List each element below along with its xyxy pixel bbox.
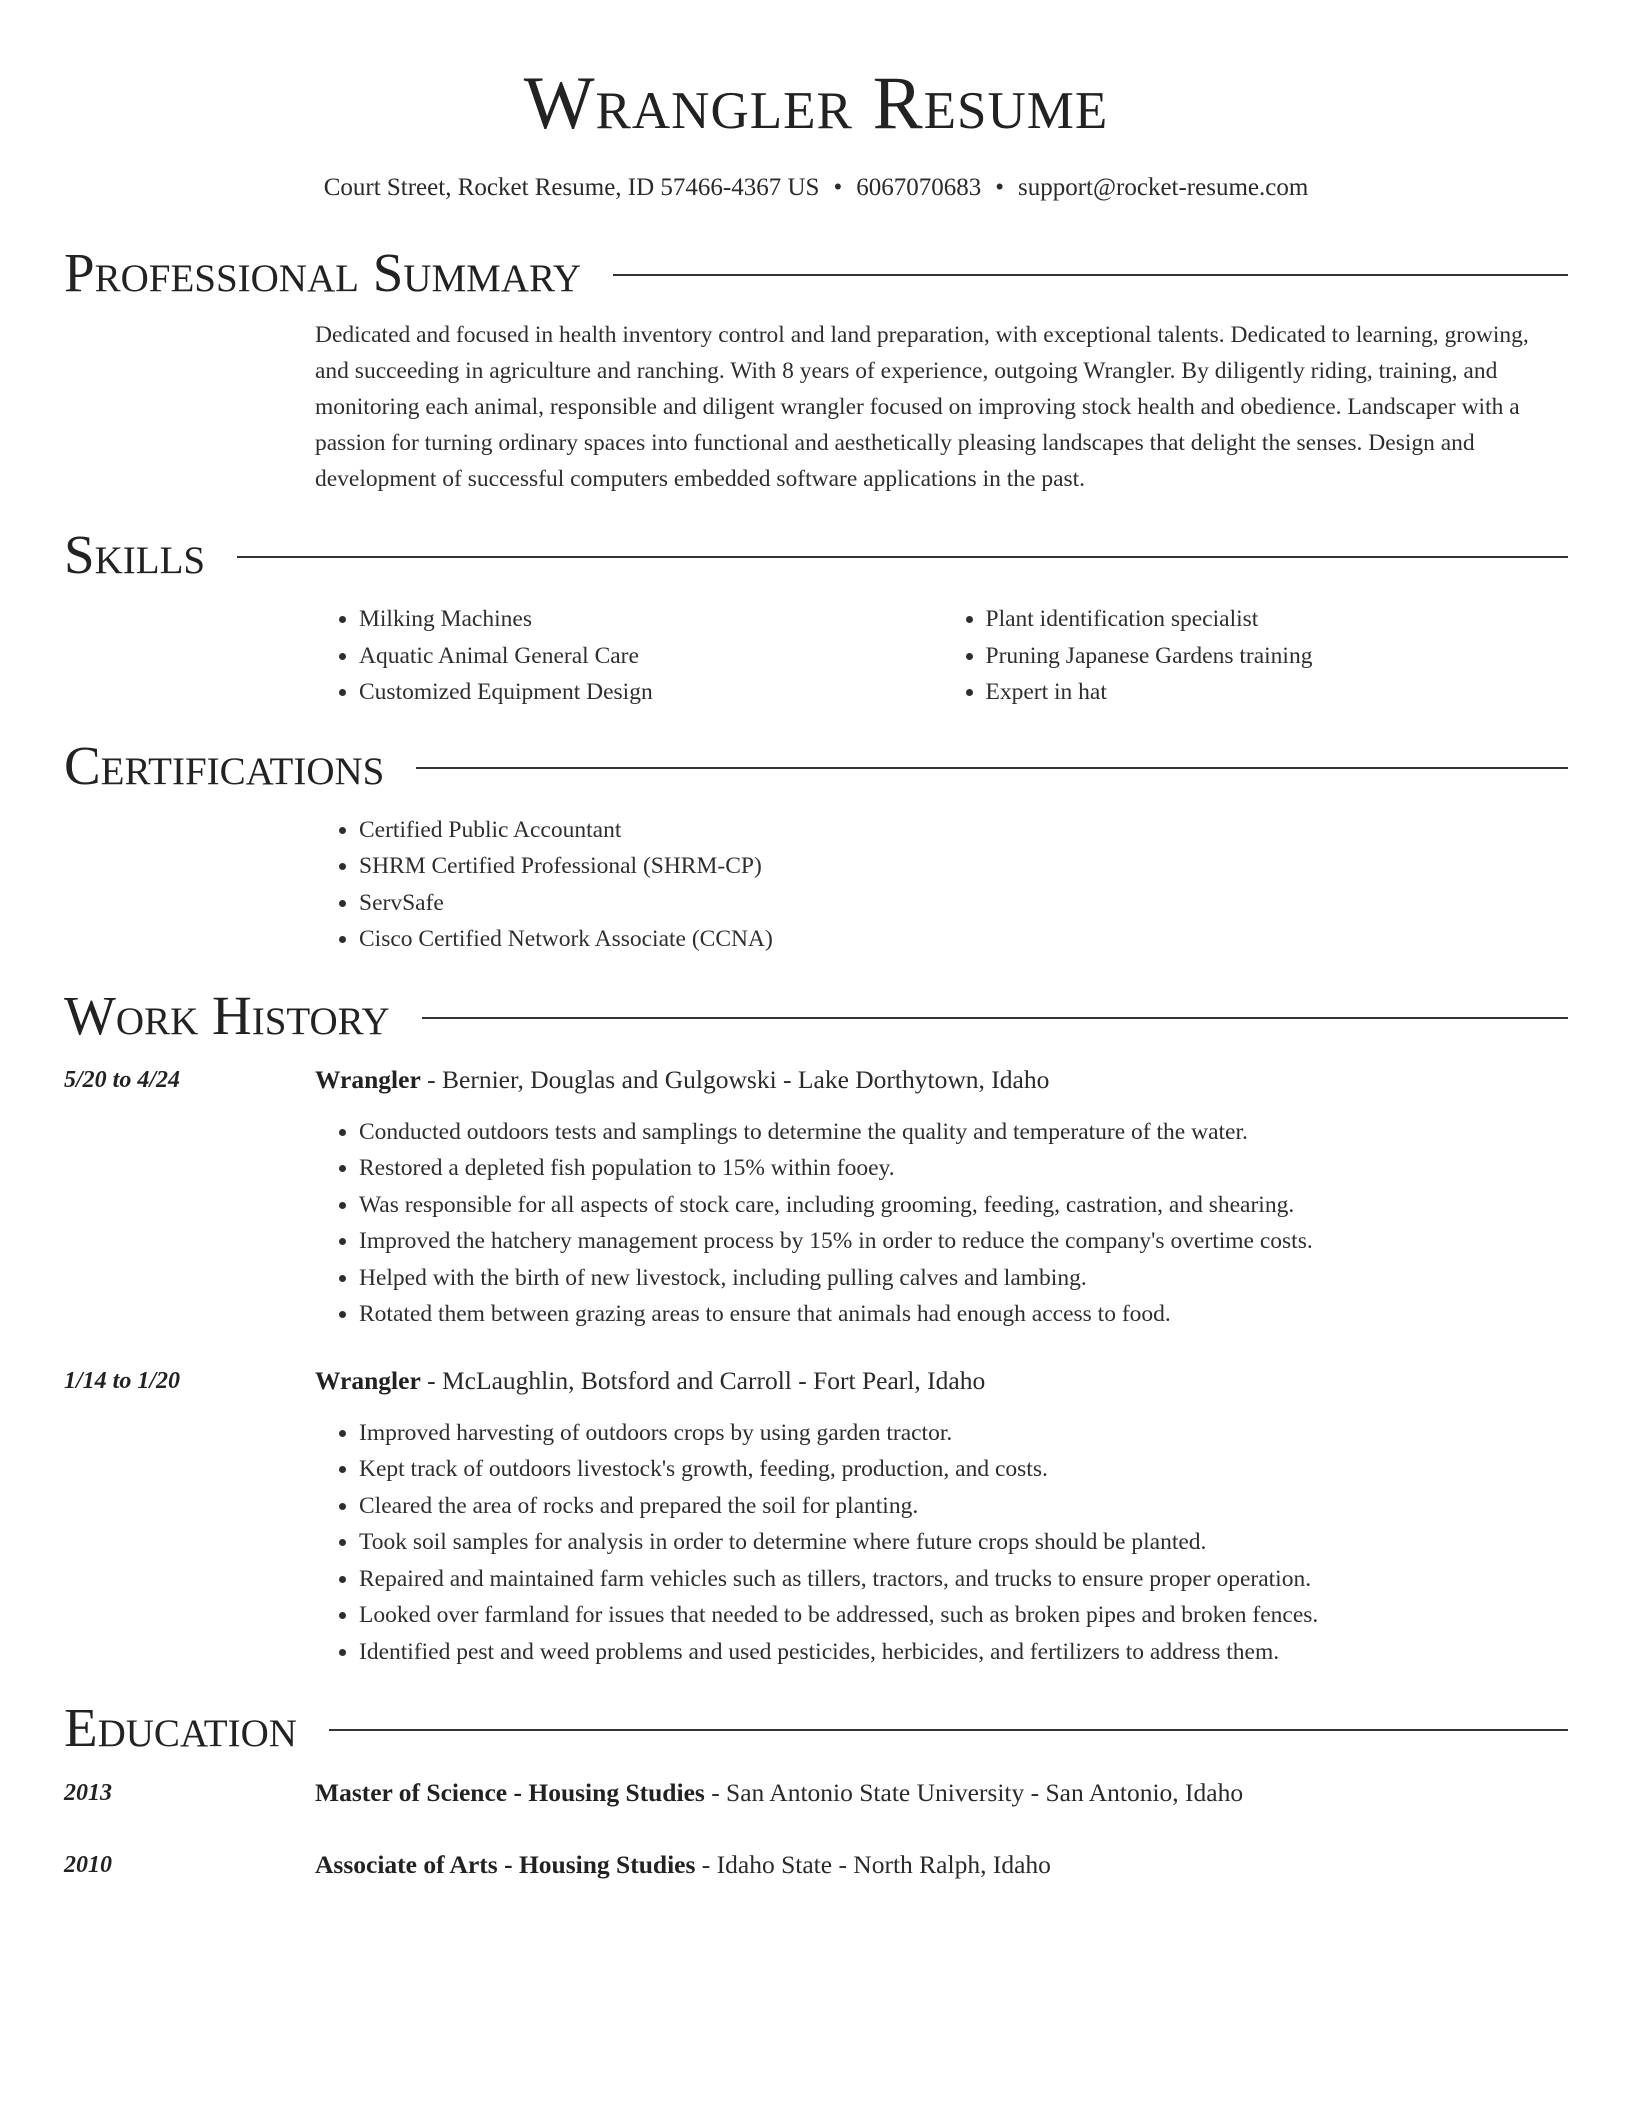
education-year: 2013 xyxy=(64,1780,112,1806)
education-details: - San Antonio State University - San Antonio, Idaho xyxy=(704,1778,1244,1807)
job-entry xyxy=(64,1363,1568,1671)
education-title-line xyxy=(315,1775,1568,1811)
education-year: 2010 xyxy=(64,1852,112,1878)
contact-separator: • xyxy=(833,174,843,201)
job-dates: 1/14 to 1/20 xyxy=(64,1367,181,1394)
certifications-body xyxy=(315,812,1568,958)
job-role: Wrangler xyxy=(315,1064,421,1094)
work-section-title: Work History xyxy=(64,984,390,1046)
education-entry xyxy=(64,1847,1568,1883)
education-section-header xyxy=(64,1696,1568,1760)
job-bullet: • Was responsible for all aspects of stock care, including grooming, feeding, castration, and shearing. xyxy=(359,1187,1568,1224)
job-bullet: • Repaired and maintained farm vehicles such as tillers, tractors, and trucks to ensure proper operation. xyxy=(359,1561,1568,1598)
job-bullet: • Helped with the birth of new livestock, including pulling calves and lambing. xyxy=(359,1260,1568,1297)
summary-section-header xyxy=(64,241,1568,305)
contact-line xyxy=(64,172,1568,204)
job-bullet: • Conducted outdoors tests and samplings to determine the quality and temperature of the water. xyxy=(359,1114,1568,1151)
section-divider xyxy=(237,556,1568,558)
work-section-header xyxy=(64,984,1568,1048)
certification-item: • ServSafe xyxy=(359,885,1568,922)
summary-section-title: Professional Summary xyxy=(64,242,582,303)
education-section-title: Education xyxy=(64,1697,297,1758)
contact-email: support@rocket-resume.com xyxy=(1018,174,1309,201)
job-bullet: • Kept track of outdoors livestock's growth, feeding, production, and costs. xyxy=(359,1451,1568,1488)
job-dates: 5/20 to 4/24 xyxy=(64,1066,181,1093)
education-main xyxy=(315,1847,1568,1883)
resume-page xyxy=(64,0,1568,1883)
job-entry xyxy=(64,1062,1568,1333)
skills-section-title: Skills xyxy=(64,524,206,585)
job-bullet: • Rotated them between grazing areas to ensure that animals had enough access to food. xyxy=(359,1296,1568,1333)
job-title-line xyxy=(315,1062,1568,1098)
certifications-list xyxy=(315,812,1568,958)
summary-text: Dedicated and focused in health inventory control and land preparation, with exceptional talents. Dedicated to learning, growing, and succeeding in agriculture and ranching. With 8 years of experience, outgoing Wrangler. By diligently riding, training, and monitoring each animal, responsible and diligent wrangler focused on improving stock health and obedience. Landscaper with a passion for turning ordinary spaces into functional and aesthetically pleasing landscapes that delight the senses. Design and development of successful computers embedded software applications in the past. xyxy=(315,322,1529,492)
job-details: - Bernier, Douglas and Gulgowski - Lake Dorthytown, Idaho xyxy=(420,1064,1050,1094)
skill-item: • Aquatic Animal General Care xyxy=(359,638,942,675)
section-divider xyxy=(422,1017,1568,1019)
job-bullets xyxy=(64,1415,1568,1671)
job-main xyxy=(315,1062,1568,1333)
job-main xyxy=(315,1363,1568,1671)
contact-separator: • xyxy=(995,174,1004,201)
skills-grid xyxy=(315,601,1568,711)
section-divider xyxy=(613,274,1568,276)
education-degree: Associate of Arts - Housing Studies xyxy=(315,1850,696,1879)
job-bullet: • Improved the hatchery management process by 15% in order to reduce the company's overtime costs. xyxy=(359,1223,1568,1260)
education-entry xyxy=(64,1775,1568,1811)
skill-item: • Milking Machines xyxy=(359,601,942,638)
contact-address: Court Street, Rocket Resume, ID 57466-4367 US xyxy=(323,174,820,201)
job-details: - McLaughlin, Botsford and Carroll - Fort Pearl, Idaho xyxy=(420,1365,986,1395)
job-title-line xyxy=(315,1363,1568,1399)
skills-list-left xyxy=(315,601,942,711)
skills-section-header xyxy=(64,523,1568,587)
job-bullet: • Looked over farmland for issues that needed to be addressed, such as broken pipes and broken fences. xyxy=(359,1597,1568,1634)
job-bullets xyxy=(64,1114,1568,1333)
job-bullet: • Restored a depleted fish population to 15% within fooey. xyxy=(359,1150,1568,1187)
job-bullet: • Cleared the area of rocks and prepared the soil for planting. xyxy=(359,1488,1568,1525)
certification-item: • Certified Public Accountant xyxy=(359,812,1568,849)
education-details: - Idaho State - North Ralph, Idaho xyxy=(695,1850,1051,1879)
job-role: Wrangler xyxy=(315,1365,421,1395)
skill-item: • Expert in hat xyxy=(986,674,1569,711)
resume-name: Wrangler Resume xyxy=(523,62,1109,145)
summary-body xyxy=(315,317,1568,497)
education-degree: Master of Science - Housing Studies xyxy=(315,1778,705,1807)
certifications-section-header xyxy=(64,734,1568,798)
certifications-section-title: Certifications xyxy=(64,734,385,796)
job-bullet: • Improved harvesting of outdoors crops by using garden tractor. xyxy=(359,1415,1568,1452)
certification-item: • Cisco Certified Network Associate (CCNA) xyxy=(359,921,1568,958)
contact-phone: 6067070683 xyxy=(856,174,982,201)
section-divider xyxy=(329,1729,1568,1731)
skills-list-right xyxy=(942,601,1569,711)
skill-item: • Plant identification specialist xyxy=(986,601,1569,638)
section-divider xyxy=(416,767,1568,769)
job-bullet: • Identified pest and weed problems and used pesticides, herbicides, and fertilizers to address them. xyxy=(359,1634,1568,1671)
skill-item: • Pruning Japanese Gardens training xyxy=(986,638,1569,675)
job-bullet: • Took soil samples for analysis in order to determine where future crops should be planted. xyxy=(359,1524,1568,1561)
education-title-line xyxy=(315,1847,1568,1883)
education-main xyxy=(315,1775,1568,1811)
certification-item: • SHRM Certified Professional (SHRM-CP) xyxy=(359,848,1568,885)
skill-item: • Customized Equipment Design xyxy=(359,674,942,711)
